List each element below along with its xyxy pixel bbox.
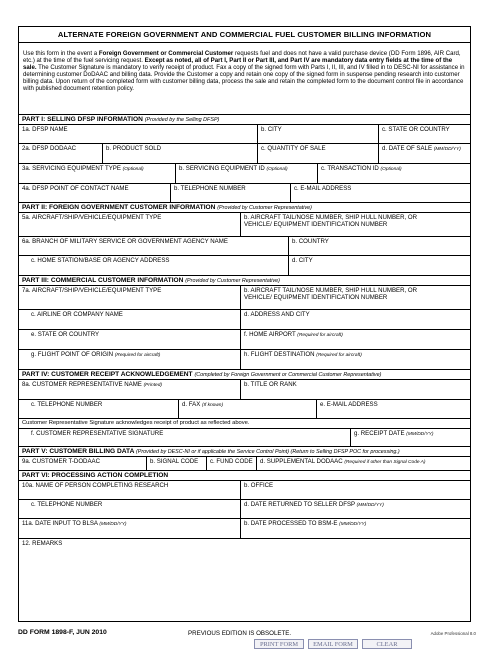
dfsp-name-field[interactable]: 1a. DFSP NAME — [19, 125, 258, 143]
part2-row3 — [19, 256, 470, 276]
form-id: DD FORM 1898-F, JUN 2010 — [18, 629, 107, 636]
date-input-blsa-field[interactable]: 11a. DATE INPUT TO BLSA (MM/DD/YY) — [19, 519, 241, 538]
foreign-equipment-type-field[interactable]: 5a. AIRCRAFT/SHIP/VEHICLE/EQUIPMENT TYPE — [19, 213, 241, 236]
part6-row2 — [19, 500, 470, 519]
transaction-id-field[interactable]: c. TRANSACTION ID (Optional) — [321, 165, 402, 172]
form-title: ALTERNATE FOREIGN GOVERNMENT AND COMMERCIAL FUEL CUSTOMER BILLING INFORMATION — [19, 27, 470, 43]
military-branch-field[interactable]: 6a. BRANCH OF MILITARY SERVICE OR GOVERNMENT AGENCY NAME — [19, 237, 289, 255]
part3-row2 — [19, 310, 470, 330]
part6-row1 — [19, 481, 470, 500]
commercial-state-field[interactable]: e. STATE OR COUNTRY — [19, 330, 241, 349]
fund-code-field[interactable]: c. FUND CODE — [207, 457, 257, 470]
researcher-phone-field[interactable]: c. TELEPHONE NUMBER — [19, 500, 241, 518]
equipment-id-field[interactable]: b. SERVICING EQUIPMENT ID (Optional) — [176, 164, 318, 183]
part2-row2 — [19, 237, 470, 256]
office-field[interactable]: b. OFFICE — [244, 482, 274, 489]
customer-fax-field[interactable]: d. FAX (If known) — [179, 400, 317, 418]
part3-row1 — [19, 286, 470, 310]
form-footer — [18, 625, 488, 655]
previous-edition-note: PREVIOUS EDITION IS OBSOLETE. — [188, 630, 292, 637]
product-sold-field[interactable]: b. PRODUCT SOLD — [103, 144, 258, 163]
foreign-equipment-number-field[interactable]: b. AIRCRAFT TAIL/NOSE NUMBER, SHIP HULL NUMBER, OR VEHICLE/ EQUIPMENT IDENTIFICATION NUMBER — [244, 214, 418, 228]
flight-origin-field[interactable]: g. FLIGHT POINT OF ORIGIN (Required for aircraft) — [19, 350, 241, 369]
part6-row4 — [19, 539, 470, 611]
form-instructions: Use this form in the event a Foreign Government or Commercial Customer requests fuel and does not have a valid purchase device (DD Form 1896, AIR Card, etc.) at the time of the fuel servicing request. Except as noted, all of Part I, Part II or Part III, and Part IV are mandatory data entry fields at the time of the sale. The Customer Signature is mandatory to verify receipt of product. Fax a copy of the signed form with Parts I, II, III, and IV filled in to DESC-NI for assistance in determining customer DoDAAC and billing data. Provide the Customer a copy and retain one copy of the signed form in suspense pending research into customer billing data. Upon return of the completed form with customer billing data, process the sale and retain the completed form to the document control file in accordance with published document retention policy. — [19, 43, 470, 115]
part4-header: PART IV: CUSTOMER RECEIPT ACKNOWLEDGEMENT (Completed by Foreign Government or Commercial Customer Representative) — [19, 370, 470, 380]
part4-row2 — [19, 400, 470, 419]
date-returned-field[interactable]: d. DATE RETURNED TO SELLER DFSP (MM/DD/YY) — [244, 501, 384, 508]
airline-company-field[interactable]: c. AIRLINE OR COMPANY NAME — [19, 310, 241, 329]
part3-row3 — [19, 330, 470, 350]
part1-row3 — [19, 164, 470, 184]
foreign-country-field[interactable]: b. COUNTRY — [292, 238, 329, 245]
dfsp-dodaac-field[interactable]: 2a. DFSP DODAAC — [19, 144, 103, 163]
dfsp-state-field[interactable]: c. STATE OR COUNTRY — [382, 126, 450, 133]
part1-header: PART I: SELLING DFSP INFORMATION (Provided by the Selling DFSP) — [19, 115, 470, 125]
foreign-city-field[interactable]: d. CITY — [292, 257, 313, 264]
signal-code-field[interactable]: b. SIGNAL CODE — [147, 457, 207, 470]
adobe-version: Adobe Professional 8.0 — [430, 631, 476, 636]
date-processed-bsm-field[interactable]: b. DATE PROCESSED TO BSM-E (MM/DD/YY) — [244, 520, 367, 527]
part1-row4 — [19, 184, 470, 203]
quantity-field[interactable]: c. QUANTITY OF SALE — [258, 144, 379, 163]
dfsp-email-field[interactable]: c. E-MAIL ADDRESS — [294, 185, 352, 192]
receipt-date-field[interactable]: g. RECEIPT DATE (MM/DD/YY) — [354, 430, 434, 437]
supplemental-dodaac-field[interactable]: d. SUPPLEMENTAL DODAAC (Required if other than Signal Code A) — [260, 458, 426, 465]
part2-row1 — [19, 213, 470, 237]
part4-row3 — [19, 429, 470, 447]
fuel-billing-form — [18, 26, 471, 622]
title-rank-field[interactable]: b. TITLE OR RANK — [244, 381, 297, 388]
remarks-field[interactable]: 12. REMARKS — [22, 540, 63, 547]
part5-header: PART V: CUSTOMER BILLING DATA (Provided by DESC-NI or if applicable the Service Control Point) (Return to Selling DFSP POC for processing.) — [19, 447, 470, 457]
part4-row1 — [19, 380, 470, 400]
date-of-sale-field[interactable]: d. DATE OF SALE (MM/DD/YY) — [382, 145, 461, 152]
clear-button[interactable]: CLEAR — [362, 639, 412, 649]
customer-rep-name-field[interactable]: 8a. CUSTOMER REPRESENTATIVE NAME (Printed) — [19, 380, 241, 399]
dfsp-phone-field[interactable]: b. TELEPHONE NUMBER — [171, 184, 291, 202]
part2-header: PART II: FOREIGN GOVERNMENT CUSTOMER INFORMATION (Provided by Customer Representative) — [19, 203, 470, 213]
part1-row1 — [19, 125, 470, 144]
print-form-button[interactable]: PRINT FORM — [254, 639, 304, 649]
customer-email-field[interactable]: e. E-MAIL ADDRESS — [320, 401, 378, 408]
commercial-equipment-type-field[interactable]: 7a. AIRCRAFT/SHIP/VEHICLE/EQUIPMENT TYPE — [19, 286, 241, 309]
dfsp-poc-name-field[interactable]: 4a. DFSP POINT OF CONTACT NAME — [19, 184, 171, 202]
home-station-address-field[interactable]: c. HOME STATION/BASE OR AGENCY ADDRESS — [19, 256, 289, 275]
equipment-type-field[interactable]: 3a. SERVICING EQUIPMENT TYPE (Optional) — [19, 164, 176, 183]
part1-row2 — [19, 144, 470, 164]
flight-destination-field[interactable]: h. FLIGHT DESTINATION (Required for aircraft) — [244, 351, 362, 358]
part6-row3 — [19, 519, 470, 539]
part3-header: PART III: COMMERCIAL CUSTOMER INFORMATION (Provided by Customer Representative) — [19, 276, 470, 286]
email-form-button[interactable]: EMAIL FORM — [308, 639, 358, 649]
commercial-address-field[interactable]: d. ADDRESS AND CITY — [244, 311, 310, 318]
part3-row4 — [19, 350, 470, 370]
part6-header: PART VI: PROCESSING ACTION COMPLETION — [19, 471, 470, 481]
commercial-equipment-number-field[interactable]: b. AIRCRAFT TAIL/NOSE NUMBER, SHIP HULL NUMBER, OR VEHICLE/ EQUIPMENT IDENTIFICATION NUMBER — [244, 287, 418, 301]
home-airport-field[interactable]: f. HOME AIRPORT (Required for aircraft) — [244, 331, 343, 338]
customer-phone-field[interactable]: c. TELEPHONE NUMBER — [19, 400, 179, 418]
customer-t-dodaac-field[interactable]: 9a. CUSTOMER T-DODAAC — [19, 457, 147, 470]
acknowledgement-note: Customer Representative Signature acknowledges receipt of product as reflected above. — [19, 419, 470, 429]
customer-signature-field[interactable]: f. CUSTOMER REPRESENTATIVE SIGNATURE — [19, 429, 351, 446]
part5-row1 — [19, 457, 470, 471]
dfsp-city-field[interactable]: b. CITY — [258, 125, 379, 143]
researcher-name-field[interactable]: 10a. NAME OF PERSON COMPLETING RESEARCH — [19, 481, 241, 499]
